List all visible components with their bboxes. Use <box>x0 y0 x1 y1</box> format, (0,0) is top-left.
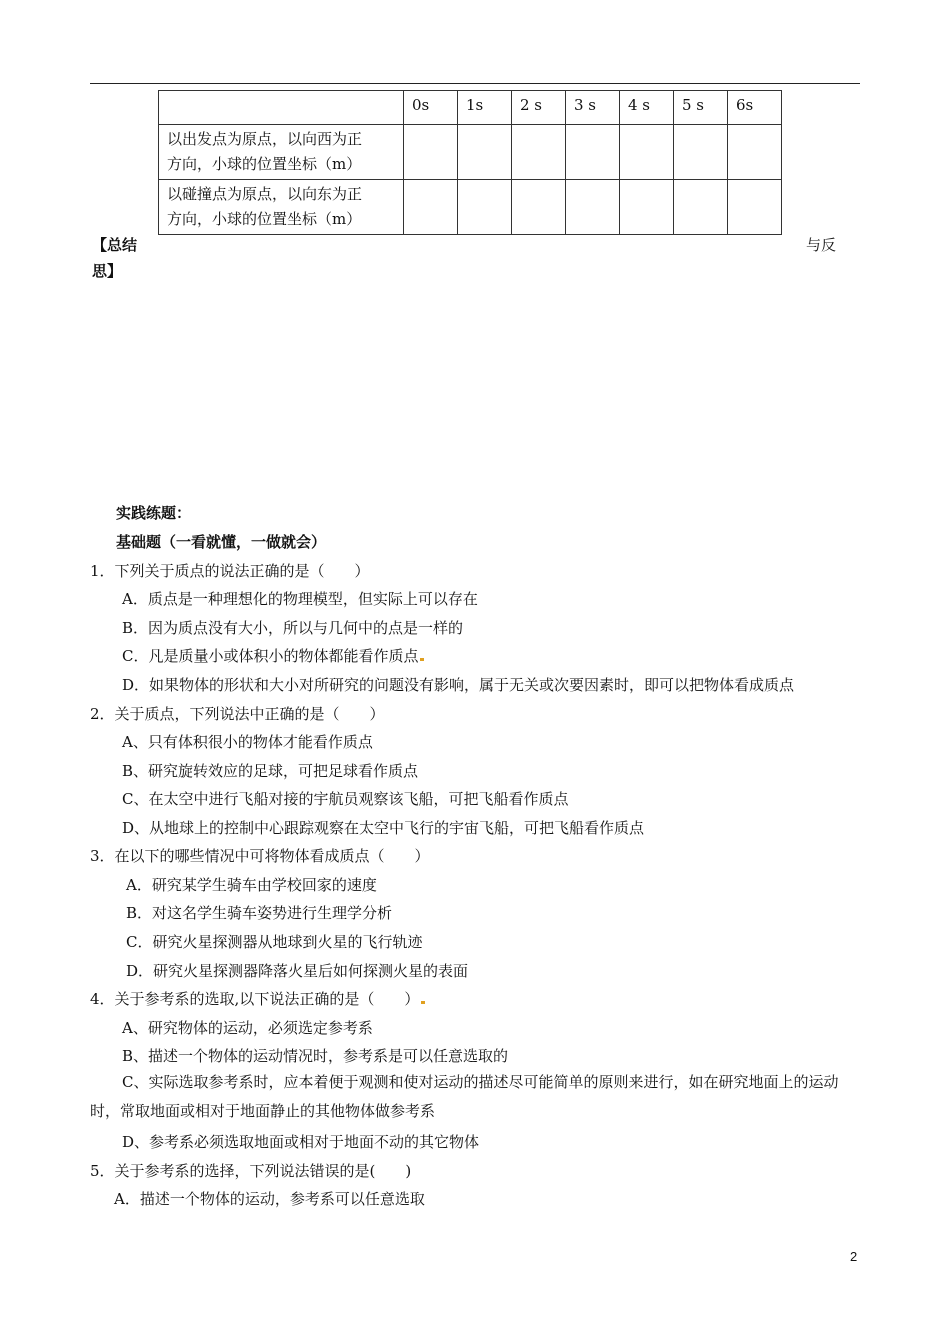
row-label-east <box>159 180 404 235</box>
edit-mark <box>420 658 424 661</box>
row-label-line: 方向，小球的位置坐标（m） <box>167 155 362 173</box>
question-2-option-d: D、从地球上的控制中心跟踪观察在太空中飞行的宇宙飞船，可把飞船看作质点 <box>122 819 645 837</box>
page-number: 2 <box>850 1249 858 1264</box>
question-4-option-a: A、研究物体的运动，必须选定参考系 <box>122 1019 373 1037</box>
question-1-option-d: D．如果物体的形状和大小对所研究的问题没有影响，属于无关或次要因素时，即可以把物体看成质点 <box>122 676 795 694</box>
practice-subtitle: 基础题（一看就懂，一做就会） <box>116 533 327 551</box>
time-header-5: 5 s <box>674 91 728 125</box>
edit-mark <box>421 1001 425 1004</box>
table-cell <box>566 180 620 235</box>
row-label-west <box>159 125 404 180</box>
row-label-line: 以碰撞点为原点，以向东为正 <box>167 185 363 203</box>
summary-heading <box>92 232 137 284</box>
row-label-line: 方向，小球的位置坐标（m） <box>167 210 362 228</box>
question-3-option-c: C．研究火星探测器从地球到火星的飞行轨迹 <box>126 933 423 951</box>
question-2-stem: 2．关于质点，下列说法中正确的是（ ） <box>90 705 385 723</box>
question-1-stem: 1．下列关于质点的说法正确的是（ ） <box>90 562 370 580</box>
summary-line: 思】 <box>92 262 123 280</box>
question-2-option-c: C、在太空中进行飞船对接的宇航员观察该飞船，可把飞船看作质点 <box>122 790 569 808</box>
question-3-option-b: B．对这名学生骑车姿势进行生理学分析 <box>126 904 393 922</box>
table-row <box>159 125 782 180</box>
table-corner-cell <box>159 91 404 125</box>
question-1-option-b: B．因为质点没有大小，所以与几何中的点是一样的 <box>122 619 464 637</box>
time-header-1: 1s <box>458 91 512 125</box>
question-2-option-b: B、研究旋转效应的足球，可把足球看作质点 <box>122 762 419 780</box>
table-cell <box>728 125 782 180</box>
stem-text: 4．关于参考系的选取,以下说法正确的是（ ） <box>90 990 420 1008</box>
table-cell <box>728 180 782 235</box>
table-cell <box>458 125 512 180</box>
table-cell <box>674 125 728 180</box>
question-1-option-c <box>122 645 424 666</box>
table-cell <box>512 180 566 235</box>
table-cell <box>404 180 458 235</box>
question-4-option-d: D、参考系必须选取地面或相对于地面不动的其它物体 <box>122 1133 480 1151</box>
table-row <box>159 180 782 235</box>
table-cell <box>404 125 458 180</box>
question-5-stem: 5．关于参考系的选择，下列说法错误的是( ) <box>90 1162 412 1180</box>
time-header-2: 2 s <box>512 91 566 125</box>
table-cell <box>620 180 674 235</box>
time-header-4: 4 s <box>620 91 674 125</box>
question-4-stem <box>90 988 425 1009</box>
question-3-option-d: D．研究火星探测器降落火星后如何探测火星的表面 <box>126 962 469 980</box>
question-2-option-a: A、只有体积很小的物体才能看作质点 <box>122 733 373 751</box>
header-rule <box>90 83 860 84</box>
table-cell <box>512 125 566 180</box>
summary-line: 【总结 <box>92 236 138 254</box>
table-cell <box>674 180 728 235</box>
summary-heading-right: 与反 <box>806 236 837 254</box>
position-table <box>158 90 782 235</box>
question-4-option-b: B、描述一个物体的运动情况时，参考系是可以任意选取的 <box>122 1047 509 1065</box>
question-1-option-a: A．质点是一种理想化的物理模型，但实际上可以存在 <box>122 590 478 608</box>
question-3-stem: 3．在以下的哪些情况中可将物体看成质点（ ） <box>90 847 430 865</box>
time-header-6: 6s <box>728 91 782 125</box>
table-header-row <box>159 91 782 125</box>
table-cell <box>458 180 512 235</box>
row-label-line: 以出发点为原点，以向西为正 <box>167 130 363 148</box>
time-header-3: 3 s <box>566 91 620 125</box>
option-text: C．凡是质量小或体积小的物体都能看作质点 <box>122 647 419 665</box>
question-4-option-c: C、实际选取参考系时，应本着便于观测和使对运动的描述尽可能简单的原则来进行，如在研究地面上的运动时，常取地面或相对于地面静止的其他物体做参考系 <box>90 1073 839 1120</box>
table-cell <box>620 125 674 180</box>
question-5-option-a: A．描述一个物体的运动，参考系可以任意选取 <box>114 1190 425 1208</box>
table-cell <box>566 125 620 180</box>
practice-title: 实践练题： <box>116 504 192 522</box>
question-3-option-a: A．研究某学生骑车由学校回家的速度 <box>126 876 377 894</box>
time-header-0: 0s <box>404 91 458 125</box>
